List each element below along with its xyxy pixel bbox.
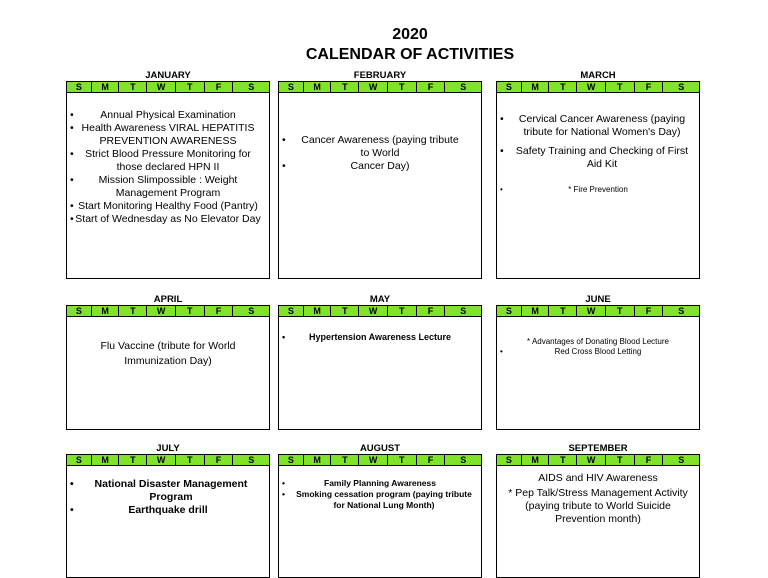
weekday-label: T <box>606 82 635 92</box>
weekday-label: S <box>460 455 467 465</box>
weekday-label: S <box>279 455 304 465</box>
weekday-label: F <box>635 82 664 92</box>
weekday-label: S <box>67 455 92 465</box>
weekday-label: T <box>119 455 147 465</box>
activities-box <box>66 466 270 578</box>
weekday-header <box>278 454 482 466</box>
activity-item: • * Fire Prevention <box>497 185 699 195</box>
weekday-label: M <box>522 306 550 316</box>
activity-item: • Strict Blood Pressure Monitoring for those declared HPN II <box>67 148 269 174</box>
month-name: MAY <box>369 294 391 305</box>
weekday-header <box>496 305 700 317</box>
weekday-label: M <box>92 82 120 92</box>
weekday-label: M <box>522 455 550 465</box>
month-may <box>278 294 482 430</box>
weekday-label: T <box>388 455 417 465</box>
month-name: MARCH <box>580 70 616 81</box>
weekday-label: T <box>606 455 635 465</box>
activities-box <box>66 317 270 430</box>
month-name: JULY <box>156 443 180 454</box>
weekday-label: F <box>417 455 446 465</box>
weekday-header <box>496 454 700 466</box>
activity-item: • Family Planning Awareness <box>279 478 481 489</box>
weekday-label: F <box>417 82 446 92</box>
activity-item: • Cancer Awareness (paying tribute to World <box>279 134 481 160</box>
weekday-header <box>496 81 700 93</box>
activity-item: * Advantages of Donating Blood Lecture <box>527 337 669 346</box>
activity-item: • Red Cross Blood Letting <box>497 347 699 357</box>
month-june <box>496 294 700 430</box>
weekday-label: W <box>359 82 388 92</box>
activity-item: • Health Awareness VIRAL HEPATITIS PREVENTION AWARENESS <box>67 122 269 148</box>
weekday-label: T <box>549 455 577 465</box>
weekday-label: T <box>549 306 577 316</box>
activities-box <box>496 93 700 279</box>
weekday-label: T <box>388 82 417 92</box>
weekday-header <box>66 305 270 317</box>
weekday-label: W <box>359 455 388 465</box>
weekday-label: T <box>176 455 205 465</box>
weekday-label: S <box>279 306 304 316</box>
weekday-header <box>278 81 482 93</box>
weekday-label: W <box>147 455 176 465</box>
weekday-label: M <box>522 82 550 92</box>
weekday-label: S <box>67 82 92 92</box>
weekday-label: F <box>205 306 234 316</box>
activity-item: • Safety Training and Checking of First Aid Kit <box>497 145 699 171</box>
weekday-label: M <box>304 306 332 316</box>
weekday-label: W <box>577 82 606 92</box>
activities-box <box>278 317 482 430</box>
month-name: FEBRUARY <box>353 70 407 81</box>
activity-item: * Pep Talk/Stress Management Activity (paying tribute to World Suicide Prevention month) <box>508 487 688 525</box>
activity-item: • Hypertension Awareness Lecture <box>279 331 481 344</box>
month-march <box>496 70 700 279</box>
activities-box <box>278 466 482 578</box>
weekday-label: M <box>304 82 332 92</box>
activity-item: • Annual Physical Examination <box>67 109 269 122</box>
weekday-label: S <box>248 455 255 465</box>
activity-item: • Start of Wednesday as No Elevator Day <box>67 213 269 226</box>
activity-item: • National Disaster Management Program <box>67 478 269 504</box>
weekday-label: S <box>248 82 255 92</box>
weekday-label: W <box>577 455 606 465</box>
month-september <box>496 443 700 578</box>
activity-item: • Cervical Cancer Awareness (paying tribute for National Women's Day) <box>497 113 699 139</box>
weekday-label: S <box>678 455 685 465</box>
weekday-label: M <box>92 455 120 465</box>
month-february <box>278 70 482 279</box>
weekday-label: T <box>549 82 577 92</box>
weekday-label: S <box>460 82 467 92</box>
weekday-label: T <box>331 306 359 316</box>
weekday-label: S <box>497 306 522 316</box>
weekday-label: T <box>606 306 635 316</box>
month-name: SEPTEMBER <box>568 443 628 454</box>
weekday-label: S <box>497 82 522 92</box>
weekday-label: T <box>119 306 147 316</box>
activities-box <box>278 93 482 279</box>
month-name: AUGUST <box>359 443 401 454</box>
weekday-label: W <box>577 306 606 316</box>
activity-item: Flu Vaccine (tribute for World Immunization Day) <box>100 340 236 367</box>
weekday-label: T <box>331 82 359 92</box>
month-name: JUNE <box>585 294 611 305</box>
weekday-label: S <box>279 82 304 92</box>
activity-item: • Earthquake drill <box>67 504 269 517</box>
weekday-header <box>278 305 482 317</box>
weekday-label: T <box>388 306 417 316</box>
weekday-label: F <box>635 306 664 316</box>
weekday-label: T <box>119 82 147 92</box>
weekday-label: T <box>331 455 359 465</box>
weekday-label: S <box>67 306 92 316</box>
activity-item: • Start Monitoring Healthy Food (Pantry) <box>67 200 269 213</box>
activity-item: • Smoking cessation program (paying tribute for National Lung Month) <box>279 489 481 511</box>
month-name: JANUARY <box>145 70 191 81</box>
activities-box <box>496 466 700 578</box>
activities-box <box>66 93 270 279</box>
weekday-header <box>66 454 270 466</box>
month-august <box>278 443 482 578</box>
month-april <box>66 294 270 430</box>
weekday-label: W <box>147 306 176 316</box>
weekday-label: F <box>205 82 234 92</box>
weekday-label: T <box>176 306 205 316</box>
activity-item: • Mission Slimpossible : Weight Management Program <box>67 174 269 200</box>
weekday-label: M <box>304 455 332 465</box>
weekday-label: S <box>460 306 467 316</box>
weekday-label: S <box>678 306 685 316</box>
weekday-label: W <box>147 82 176 92</box>
weekday-label: F <box>417 306 446 316</box>
weekday-label: S <box>497 455 522 465</box>
weekday-label: F <box>635 455 664 465</box>
month-january <box>66 70 270 279</box>
activity-item: • Cancer Day) <box>279 160 481 173</box>
calendar-year: 2020 <box>392 26 428 43</box>
weekday-label: S <box>678 82 685 92</box>
weekday-header <box>66 81 270 93</box>
weekday-label: M <box>92 306 120 316</box>
activity-item: AIDS and HIV Awareness <box>538 472 658 484</box>
month-name: APRIL <box>153 294 183 305</box>
weekday-label: S <box>248 306 255 316</box>
weekday-label: T <box>176 82 205 92</box>
month-july <box>66 443 270 578</box>
weekday-label: F <box>205 455 234 465</box>
weekday-label: W <box>359 306 388 316</box>
page-title: CALENDAR OF ACTIVITIES <box>305 46 515 63</box>
activities-box <box>496 317 700 430</box>
